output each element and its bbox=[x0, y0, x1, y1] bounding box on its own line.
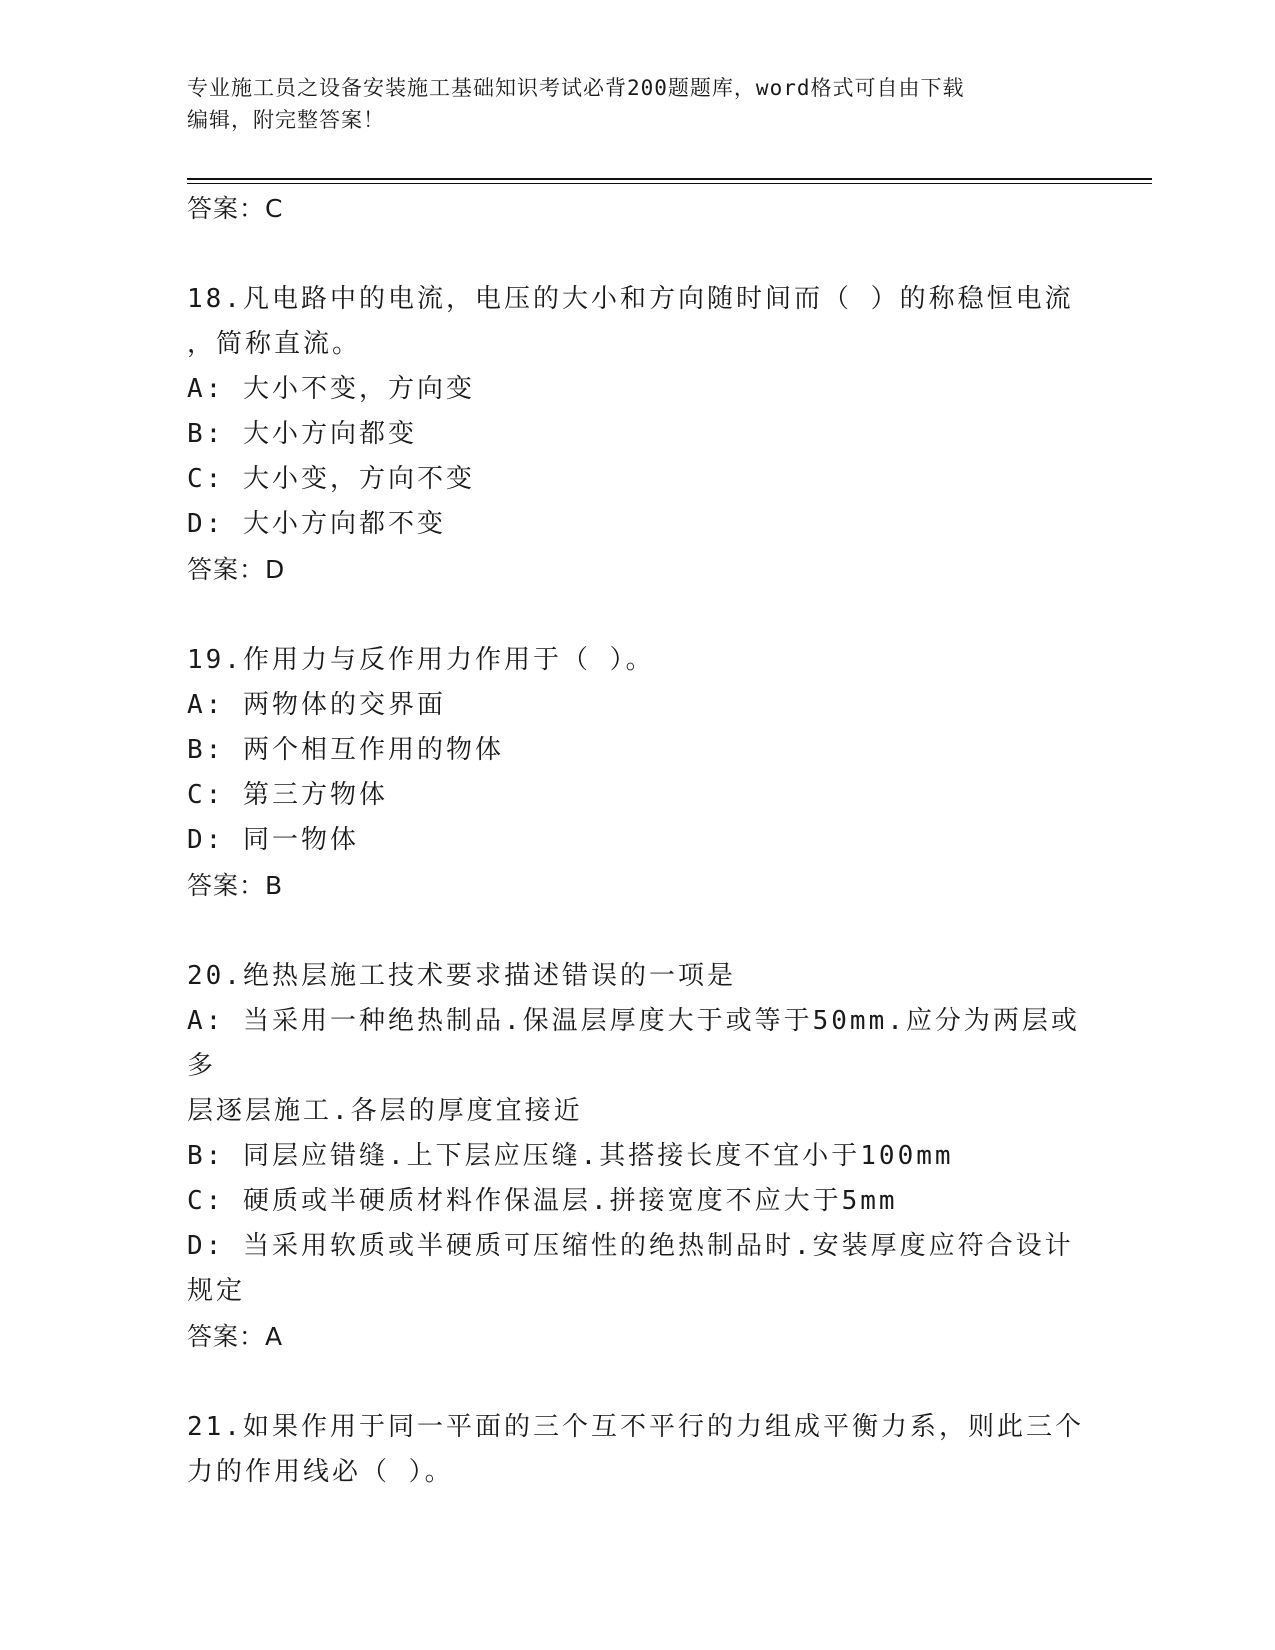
answer-label: 答案：C bbox=[187, 194, 284, 223]
option-a-continued: 层逐层施工.各层的厚度宜接近 bbox=[187, 1096, 583, 1126]
option-d: D: 同一物体 bbox=[187, 825, 359, 855]
question-stem: 21.如果作用于同一平面的三个互不平行的力组成平衡力系，则此三个 bbox=[187, 1412, 1084, 1442]
spacer bbox=[187, 592, 1087, 638]
option-c: C: 硬质或半硬质材料作保温层.拼接宽度不应大于5mm bbox=[187, 1186, 898, 1216]
option-a: A: 两物体的交界面 bbox=[187, 690, 446, 720]
question-stem: 20.绝热层施工技术要求描述错误的一项是 bbox=[187, 961, 736, 991]
option-d: D: 当采用软质或半硬质可压缩性的绝热制品时.安装厚度应符合设计 bbox=[187, 1231, 1074, 1261]
option-d-continued: 规定 bbox=[187, 1276, 246, 1306]
question-block bbox=[187, 1405, 1087, 1495]
question-stem: ，简称直流。 bbox=[187, 329, 362, 359]
option-b: B: 两个相互作用的物体 bbox=[187, 735, 504, 765]
option-c: C: 第三方物体 bbox=[187, 780, 388, 810]
option-d: D: 大小方向都不变 bbox=[187, 509, 446, 539]
option-b: B: 同层应错缝.上下层应压缝.其搭接长度不宜小于100mm bbox=[187, 1141, 954, 1171]
question-block bbox=[187, 277, 1087, 592]
answer-label: 答案：B bbox=[187, 871, 284, 900]
document-header bbox=[187, 72, 1087, 136]
header-line-2: 编辑，附完整答案！ bbox=[187, 108, 385, 132]
answer-label: 答案：D bbox=[187, 555, 286, 584]
question-stem: 18.凡电路中的电流，电压的大小和方向随时间而（ ）的称稳恒电流 bbox=[187, 284, 1074, 314]
header-rule-thin bbox=[187, 183, 1152, 184]
option-a: A: 当采用一种绝热制品.保温层厚度大于或等于50mm.应分为两层或多 bbox=[187, 1006, 1080, 1081]
option-b: B: 大小方向都变 bbox=[187, 419, 417, 449]
question-block bbox=[187, 638, 1087, 908]
question-stem: 力的作用线必（ ）。 bbox=[187, 1457, 454, 1487]
option-c: C: 大小变，方向不变 bbox=[187, 464, 475, 494]
question-stem: 19.作用力与反作用力作用于（ ）。 bbox=[187, 645, 655, 675]
header-line-1: 专业施工员之设备安装施工基础知识考试必背200题题库，word格式可自由下载 bbox=[187, 76, 965, 100]
question-block bbox=[187, 954, 1087, 1359]
option-a: A: 大小不变，方向变 bbox=[187, 374, 475, 404]
question-content bbox=[187, 186, 1087, 1495]
answer-label: 答案：A bbox=[187, 1322, 284, 1351]
spacer bbox=[187, 231, 1087, 277]
spacer bbox=[187, 908, 1087, 954]
header-rule-thick bbox=[187, 178, 1152, 180]
spacer bbox=[187, 1359, 1087, 1405]
